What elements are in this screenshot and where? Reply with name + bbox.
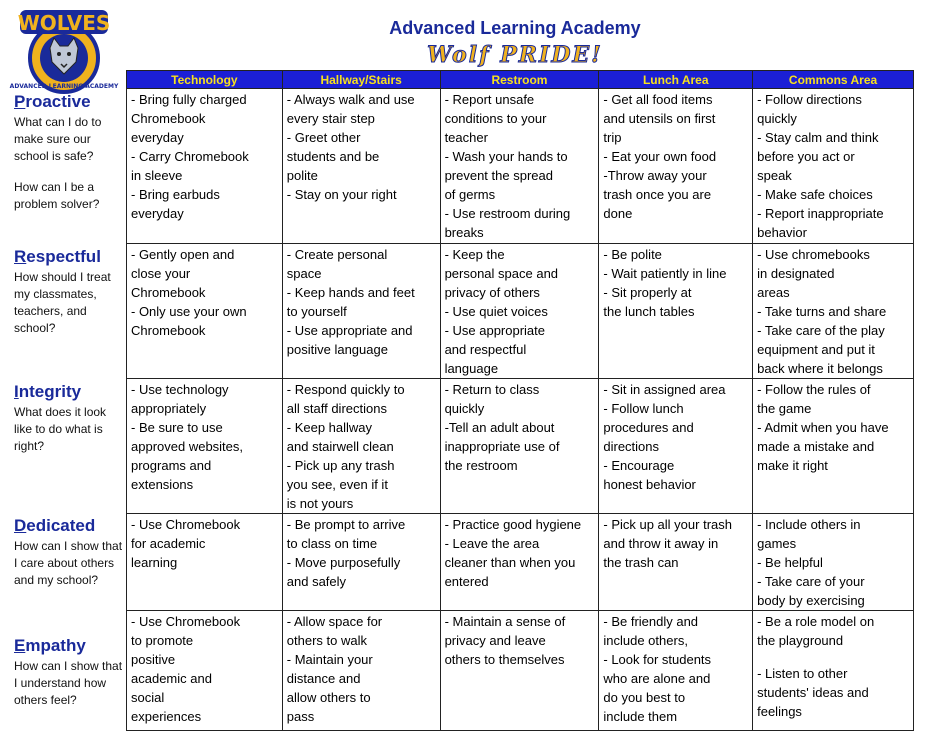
expectation-cell <box>282 611 440 731</box>
expectation-item: - Move purposefully and safely <box>286 555 401 589</box>
category-integrity <box>14 382 126 455</box>
expectation-item: - Take turns and share <box>757 304 887 319</box>
category-question: What can I do to make sure our school is safe? <box>14 115 102 163</box>
expectation-cell <box>127 89 283 244</box>
table-row <box>127 611 914 731</box>
expectation-item: - Follow directions quickly <box>757 92 862 126</box>
expectation-item: -Throw away your trash once you are done <box>603 168 712 221</box>
expectation-item: - Stay calm and think before you act or speak <box>757 130 879 183</box>
category-initial: R <box>14 247 27 266</box>
expectation-cell <box>599 514 753 611</box>
category-title <box>14 92 126 112</box>
expectation-item: - Be friendly and include others, <box>603 614 699 648</box>
logo-text: WOLVES <box>17 11 111 35</box>
expectation-item: - Gently open and close your Chromebook <box>131 247 235 300</box>
expectation-item: - Keep hallway and stairwell clean <box>286 420 394 454</box>
expectation-item: - Pick up any trash you see, even if it is not yours <box>286 458 395 511</box>
expectation-cell <box>440 514 599 611</box>
table-row <box>127 514 914 611</box>
expectation-item: - Practice good hygiene <box>444 517 582 532</box>
expectation-item: - Return to class quickly <box>444 382 540 416</box>
category-rest: ntegrity <box>18 382 82 401</box>
expectation-cell <box>753 514 914 611</box>
expectation-item: - Use Chromebook to promote positive academic and social experiences <box>131 614 241 724</box>
column-header-hallway: Hallway/Stairs <box>282 71 440 89</box>
expectation-item: - Wash your hands to prevent the spread of germs <box>444 149 568 202</box>
expectation-item: - Follow the rules of the game <box>757 382 871 416</box>
slogan: Wolf PRIDE! <box>427 42 603 68</box>
category-proactive <box>14 92 126 213</box>
expectation-item: - Include others in games <box>757 517 861 551</box>
table-row <box>127 379 914 514</box>
table-row <box>127 89 914 244</box>
expectation-cell <box>753 379 914 514</box>
column-header-lunch: Lunch Area <box>599 71 753 89</box>
expectation-cell <box>440 379 599 514</box>
expectation-cell <box>753 89 914 244</box>
expectation-item: - Greet other students and be polite <box>286 130 380 183</box>
logo-ring-text: ADVANCED LEARNING ACADEMY <box>9 83 119 90</box>
expectation-item: - Maintain your distance and allow others to pass <box>286 652 373 724</box>
category-rest: roactive <box>25 92 91 111</box>
column-header-restroom: Restroom <box>440 71 599 89</box>
expectation-item: - Get all food items and utensils on first trip <box>603 92 716 145</box>
category-dedicated <box>14 516 126 589</box>
expectation-item: - Maintain a sense of privacy and leave others to themselves <box>444 614 566 667</box>
expectation-item: - Report inappropriate behavior <box>757 206 884 240</box>
category-question: How can I show that I care about others and my school? <box>14 539 123 587</box>
expectation-item: - Use restroom during breaks <box>444 206 571 240</box>
expectation-item: - Be polite <box>603 247 662 262</box>
expectation-item: - Bring earbuds everyday <box>131 187 220 221</box>
expectation-item: - Look for students who are alone and do you best to include them <box>603 652 712 724</box>
column-header-commons: Commons Area <box>753 71 914 89</box>
expectation-cell <box>127 379 283 514</box>
expectation-cell <box>440 89 599 244</box>
expectation-item: - Be a role model on the playground <box>757 614 875 648</box>
column-header-row <box>127 71 914 89</box>
category-rest: edicated <box>26 516 96 535</box>
category-rest: espectful <box>26 247 101 266</box>
category-initial: E <box>14 636 26 655</box>
expectation-item: - Be prompt to arrive to class on time <box>286 517 406 551</box>
expectation-item: - Make safe choices <box>757 187 873 202</box>
expectation-item: - Use appropriate and positive language <box>286 323 413 357</box>
expectation-item: - Sit in assigned area <box>603 382 726 397</box>
expectation-item: - Respond quickly to all staff directions <box>286 382 405 416</box>
expectation-item: - Be sure to use approved websites, programs and extensions <box>131 420 244 492</box>
expectation-cell <box>599 89 753 244</box>
expectation-cell <box>440 611 599 731</box>
category-initial: D <box>14 516 27 535</box>
expectation-item: - Report unsafe conditions to your teacher <box>444 92 547 145</box>
expectation-cell <box>599 244 753 379</box>
column-header-technology: Technology <box>127 71 283 89</box>
expectation-item: - Leave the area cleaner than when you entered <box>444 536 576 589</box>
expectation-item: - Use appropriate and respectful language <box>444 323 546 376</box>
category-title <box>14 247 126 267</box>
category-respectful <box>14 247 126 337</box>
school-name: Advanced Learning Academy <box>389 18 641 38</box>
expectation-item: - Create personal space <box>286 247 388 281</box>
expectation-item: - Keep the personal space and privacy of others <box>444 247 559 300</box>
expectation-item: - Use technology appropriately <box>131 382 229 416</box>
category-question: How can I be a problem solver? <box>14 180 100 211</box>
expectation-item: - Pick up all your trash and throw it away in the trash can <box>603 517 732 570</box>
expectation-item: - Use Chromebook for academic learning <box>131 517 241 570</box>
expectation-item: - Admit when you have made a mistake and make it right <box>757 420 889 473</box>
expectation-cell <box>282 89 440 244</box>
expectation-item: - Wait patiently in line <box>603 266 727 281</box>
category-initial: I <box>14 382 19 401</box>
expectation-cell <box>127 244 283 379</box>
expectation-item: - Carry Chromebook in sleeve <box>131 149 249 183</box>
expectation-cell <box>599 611 753 731</box>
category-empathy <box>14 636 126 709</box>
expectation-cell <box>753 244 914 379</box>
expectation-item: - Listen to other students' ideas and feelings <box>757 666 869 719</box>
category-rest: mpathy <box>25 636 86 655</box>
expectation-cell <box>599 379 753 514</box>
expectation-cell <box>440 244 599 379</box>
expectation-item: - Eat your own food <box>603 149 717 164</box>
expectation-cell <box>753 611 914 731</box>
expectation-item: - Encourage honest behavior <box>603 458 696 492</box>
category-question: How should I treat my classmates, teachers, and school? <box>14 270 111 335</box>
category-initial: P <box>14 92 26 111</box>
expectation-item: - Be helpful <box>757 555 823 570</box>
expectation-item: - Follow lunch procedures and directions <box>603 401 694 454</box>
expectation-item: - Always walk and use every stair step <box>286 92 415 126</box>
expectation-item: - Use quiet voices <box>444 304 548 319</box>
expectation-cell <box>282 379 440 514</box>
expectation-item: - Take care of the play equipment and put it back where it belongs <box>757 323 885 376</box>
expectation-cell <box>127 514 283 611</box>
expectation-cell <box>282 244 440 379</box>
expectation-item: - Only use your own Chromebook <box>131 304 247 338</box>
category-title <box>14 516 126 536</box>
category-question: What does it look like to do what is right? <box>14 405 107 453</box>
expectation-item: - Stay on your right <box>286 187 397 202</box>
table-row <box>127 244 914 379</box>
expectation-item: - Allow space for others to walk <box>286 614 383 648</box>
expectation-item: - Use chromebooks in designated areas <box>757 247 870 300</box>
expectation-item: - Bring fully charged Chromebook everyday <box>131 92 247 145</box>
pride-matrix <box>126 70 914 731</box>
expectation-item: - Take care of your body by exercising <box>757 574 865 608</box>
expectation-item: - Sit properly at the lunch tables <box>603 285 695 319</box>
pride-categories <box>0 70 125 730</box>
category-title <box>14 382 126 402</box>
expectation-cell <box>127 611 283 731</box>
expectation-item: - Keep hands and feet to yourself <box>286 285 415 319</box>
expectation-item: -Tell an adult about inappropriate use of the restroom <box>444 420 560 473</box>
category-title <box>14 636 126 656</box>
expectation-cell <box>282 514 440 611</box>
category-question: How can I show that I understand how others feel? <box>14 659 123 707</box>
